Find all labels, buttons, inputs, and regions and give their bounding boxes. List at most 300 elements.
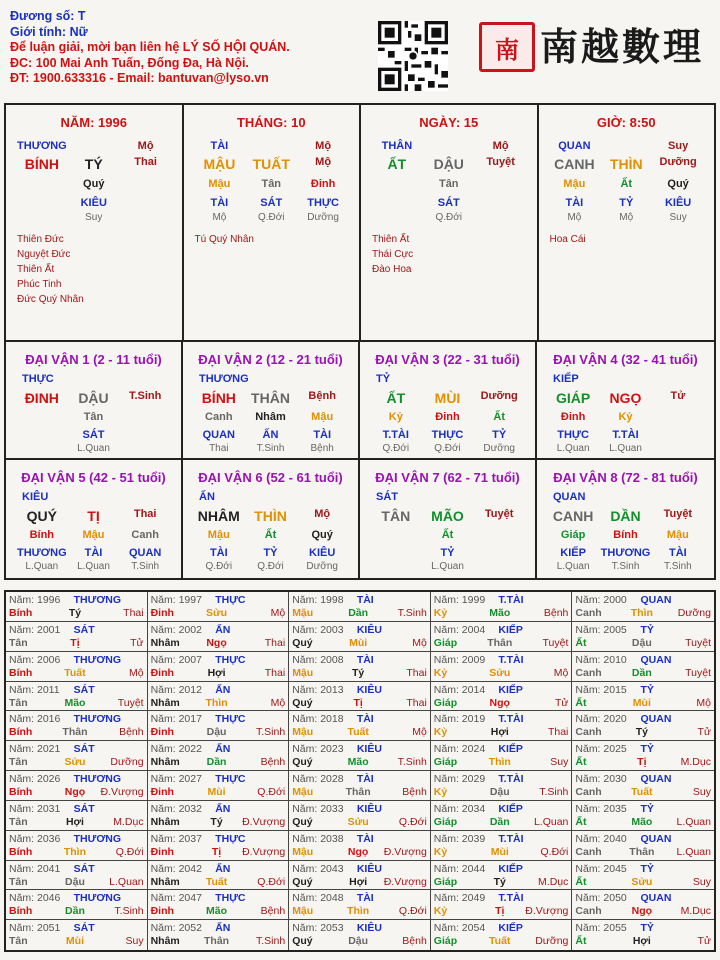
pillar-phase: Dưỡng [659, 156, 697, 168]
daivan-god: KIÊU [22, 491, 49, 503]
daivan-hidden-stems-cell [473, 528, 525, 542]
phone-email-line[interactable]: ĐT: 1900.633316 - Email: bantuvan@lyso.vn [10, 71, 269, 85]
annual-stem: Bính [9, 786, 33, 798]
daivan-hidden-phase-cell [370, 560, 422, 574]
annual-year: Năm: 2010 [575, 653, 627, 666]
daivan-title: ĐẠI VẬN 2 (12 - 21 tuổi) [198, 352, 343, 367]
annual-branch: Mùi [207, 786, 226, 798]
annual-branch: Mùi [632, 696, 651, 709]
annual-header [151, 863, 286, 876]
star-item: Thiên Ất [17, 264, 55, 275]
annual-pillar [292, 637, 427, 650]
annual-god: THƯƠNG [73, 713, 122, 726]
annual-stem: Bính [9, 726, 33, 739]
daivan-phase: Dưỡng [480, 390, 518, 402]
annual-header [292, 743, 427, 756]
hidden-gods [361, 196, 537, 210]
annual-god: THỰC [215, 653, 246, 666]
annual-phase: Suy [692, 786, 711, 798]
daivan-stem: TÂN [381, 508, 411, 524]
annual-branch: Mùi [65, 935, 84, 948]
annual-pillar [151, 876, 286, 889]
annual-stem: Đinh [150, 666, 174, 679]
annual-phase: L.Quan [676, 815, 711, 828]
annual-phase: T.Sinh [539, 786, 569, 798]
annual-phase: M.Dục [538, 875, 569, 888]
annual-pillar [575, 876, 711, 889]
annual-header [151, 743, 286, 756]
annual-god: TÀI [356, 773, 374, 785]
annual-branch: Thìn [347, 905, 370, 918]
star-item: Thiên Đức [17, 234, 64, 245]
annual-stem: Nhâm [150, 636, 180, 649]
annual-stem: Nhâm [150, 696, 180, 709]
daivan-branch: MÙI [434, 390, 461, 406]
annual-cell [289, 652, 431, 682]
annual-header [292, 863, 427, 876]
annual-pillar [9, 816, 144, 829]
daivan-hidden-phase [6, 560, 181, 574]
hidden-gods-cell: TỶ [619, 197, 634, 209]
annual-phase: Bệnh [402, 935, 427, 948]
hidden-gods-cell [475, 196, 527, 210]
daivan-title: ĐẠI VẬN 6 (52 - 61 tuổi) [198, 470, 343, 485]
annual-pillar [151, 846, 286, 859]
annual-stem: Đinh [150, 726, 174, 739]
annual-year: Năm: 2014 [433, 683, 486, 696]
annual-phase: Đ.Vượng [242, 815, 286, 828]
annual-phase: Bệnh [260, 905, 286, 918]
annual-header [434, 773, 569, 786]
hidden-phase-cell: Dưỡng [307, 212, 339, 223]
annual-header [9, 684, 144, 697]
annual-cell [289, 801, 431, 831]
daivan-hidden-gods-cell: THỰC [431, 429, 464, 441]
annual-year: Năm: 2023 [292, 743, 344, 756]
annual-cell [148, 861, 290, 891]
annual-year: Năm: 2013 [292, 683, 344, 696]
annual-phase: L.Quan [109, 875, 144, 888]
annual-stem: Canh [575, 845, 602, 858]
annual-stem: Quý [292, 815, 313, 828]
annual-branch: Thân [629, 845, 655, 858]
annual-phase: Thai [123, 607, 144, 619]
annual-branch: Sửu [489, 666, 511, 679]
annual-cell [431, 861, 573, 891]
daivan-hidden-phase [360, 560, 535, 574]
annual-cell [289, 682, 431, 712]
annual-stem: Kỷ [433, 666, 448, 679]
annual-year: Năm: 2020 [575, 713, 627, 726]
annual-stem: Quý [292, 696, 313, 709]
annual-year: Năm: 2039 [433, 832, 486, 845]
annual-header [151, 624, 286, 637]
annual-pillar [575, 637, 711, 650]
annual-header [575, 743, 711, 756]
daivan-phase: Bệnh [308, 390, 336, 402]
daivan-hidden-gods-cell: KIÊU [309, 547, 336, 559]
daivan-hidden-phase-cell: L.Quan [77, 561, 110, 572]
annual-pillar [434, 607, 569, 620]
hidden-stems [539, 177, 715, 191]
pillar-status: Suy [668, 140, 689, 152]
hidden-gods-cell [16, 196, 68, 210]
annual-stem: Tân [9, 935, 28, 948]
annual-branch: Mão [631, 815, 653, 828]
annual-cell [6, 652, 148, 682]
annual-header [575, 833, 711, 846]
annual-god: ẤN [215, 922, 231, 935]
annual-branch: Tý [635, 726, 648, 739]
daivan-hidden-phase [183, 560, 358, 574]
pillar-god-row [539, 140, 715, 152]
pillar-phase: Thai [134, 156, 157, 168]
pillar-stars [17, 232, 84, 307]
annual-god: KIẾP [498, 802, 523, 815]
hidden-gods-cell [371, 196, 423, 210]
star-item: Phúc Tinh [17, 279, 62, 290]
annual-branch: Thân [345, 786, 371, 798]
annual-cell [431, 741, 573, 771]
annual-phase: Đ.Vượng [525, 905, 569, 918]
annual-god: TỶ [640, 922, 654, 935]
annual-pillar [151, 905, 286, 918]
annual-pillar [9, 667, 144, 680]
daivan-hidden-stems-cell: Nhâm [255, 411, 286, 423]
daivan-hidden-stems-cell: Tân [83, 411, 104, 423]
client-gender: Giới tính: Nữ [10, 24, 88, 39]
annual-phase: Dưỡng [677, 607, 711, 619]
annual-stem: Đinh [150, 845, 174, 858]
annual-phase: Mộ [270, 607, 286, 619]
daivan-hidden-gods-cell: T.TÀI [612, 429, 639, 441]
daivan-hidden-phase-cell: T.Sinh [663, 561, 692, 572]
annual-stem: Giáp [433, 756, 458, 769]
daivan-hidden-gods-cell: TÀI [84, 547, 103, 559]
daivan-stem: QUÝ [26, 508, 57, 524]
daivan-hidden-stems-cell: Ất [264, 529, 277, 541]
annual-header [292, 624, 427, 637]
pillar-god: TÀI [210, 140, 229, 152]
annual-branch: Dậu [65, 875, 85, 888]
pillar-title: GIỜ: 8:50 [596, 115, 656, 130]
annual-cell [431, 890, 573, 920]
annual-header [151, 684, 286, 697]
daivan-hidden-stems-cell [16, 410, 68, 424]
annual-stem: Giáp [433, 636, 458, 649]
annual-pillar [434, 667, 569, 680]
pillar-branch: TÝ [84, 156, 103, 172]
annual-header [434, 863, 569, 876]
annual-god: QUAN [640, 832, 672, 845]
annual-header [575, 863, 711, 876]
daivan-hidden-stems-cell: Kỷ [388, 411, 403, 423]
annual-header [434, 684, 569, 697]
hidden-stems [184, 177, 360, 191]
annual-phase: Đ.Vượng [383, 845, 427, 858]
annual-branch: Dần [489, 815, 510, 828]
annual-pillar [575, 905, 711, 918]
annual-year: Năm: 2040 [575, 832, 627, 845]
pillar-stem: ẤT [387, 156, 407, 172]
annual-stem: Canh [575, 607, 602, 619]
hidden-phase [361, 210, 537, 226]
annual-phase: Suy [125, 935, 144, 948]
daivan-hidden-gods [360, 428, 535, 442]
hidden-phase-cell: Q.Đới [435, 212, 463, 223]
hidden-gods-cell [120, 196, 172, 210]
annual-header [575, 624, 711, 637]
daivan-hidden-gods-cell [370, 546, 422, 560]
daivan-hidden-gods [537, 546, 714, 560]
annual-god: THƯƠNG [73, 773, 122, 785]
annual-cell [148, 801, 290, 831]
hidden-gods-cell: SÁT [260, 197, 283, 209]
pillar-god: QUAN [558, 140, 591, 152]
annual-pillar [151, 637, 286, 650]
annual-year: Năm: 2015 [575, 683, 627, 696]
hidden-phase-cell [16, 210, 68, 226]
annual-phase: Q.Đới [398, 815, 427, 828]
annual-cell [431, 592, 573, 622]
annual-cell [6, 622, 148, 652]
daivan-main-row [183, 390, 358, 406]
annual-year: Năm: 2026 [9, 773, 61, 785]
daivan-hidden-stems [183, 528, 358, 542]
daivan-god: KIẾP [553, 373, 579, 385]
annual-stem: Bính [9, 905, 33, 918]
annual-branch: Tị [211, 845, 222, 858]
annual-header [575, 803, 711, 816]
annual-branch: Dần [65, 905, 85, 918]
daivan-hidden-stems-cell: Canh [131, 529, 159, 541]
annual-pillar [575, 846, 711, 859]
annual-branch: Thìn [63, 845, 87, 858]
daivan-hidden-stems-cell: Đinh [560, 411, 586, 423]
annual-year: Năm: 2035 [575, 802, 627, 815]
annual-phase: Dưỡng [535, 935, 569, 948]
daivan-hidden-phase-cell: T.Sinh [256, 443, 285, 454]
annual-header [292, 892, 427, 905]
annual-header [434, 833, 569, 846]
annual-cell [572, 652, 714, 682]
annual-stem: Giáp [433, 875, 458, 888]
annual-branch: Hợi [207, 666, 226, 679]
daivan-branch: THÌN [254, 508, 287, 524]
pillar-phase: Mộ [315, 156, 332, 168]
annual-stem: Đinh [150, 786, 174, 798]
pillar-0 [6, 105, 184, 340]
pillar-status: Mộ [137, 140, 154, 152]
annual-phase: M.Dục [680, 756, 711, 769]
annual-pillar [434, 726, 569, 739]
annual-phase: Bệnh [543, 607, 569, 619]
annual-header [292, 594, 427, 607]
annual-phase: T.Sinh [114, 905, 144, 918]
daivan-hidden-stems [360, 528, 535, 542]
daivan-branch: DẦN [610, 508, 641, 524]
annual-year: Năm: 2001 [9, 623, 61, 636]
annual-phase: Thai [406, 666, 427, 679]
hidden-stems-cell: Quý [667, 178, 689, 190]
daivan-hidden-gods-cell: TỶ [440, 547, 455, 559]
annual-year: Năm: 2032 [150, 802, 202, 815]
star-item: Tú Quý Nhân [194, 234, 254, 245]
annual-stem: Quý [292, 756, 313, 769]
annual-stem: Bính [9, 845, 33, 858]
annual-year: Năm: 2018 [292, 713, 344, 726]
annual-year: Năm: 2006 [9, 653, 61, 666]
daivan-6 [183, 460, 360, 578]
annual-pillar [292, 726, 427, 739]
annual-cell [289, 622, 431, 652]
annual-header [151, 833, 286, 846]
daivan-hidden-gods [6, 546, 181, 560]
annual-header [292, 833, 427, 846]
annual-pillar [292, 905, 427, 918]
annual-stem: Kỷ [433, 905, 448, 918]
daivan-hidden-stems-cell: Mậu [82, 529, 105, 541]
annual-branch: Tị [495, 905, 505, 918]
daivan-hidden-phase-cell: Thai [209, 443, 229, 454]
annual-god: KIÊU [356, 683, 382, 696]
daivan-hidden-stems-cell: Giáp [560, 529, 586, 541]
daivan-hidden-stems-cell [652, 410, 704, 424]
pillar-main-row [361, 156, 537, 172]
annual-year: Năm: 2025 [575, 743, 627, 756]
daivan-main-row [6, 390, 181, 406]
annual-god: SÁT [73, 922, 95, 935]
annual-header [575, 594, 711, 607]
annual-phase: Đ.Vượng [100, 786, 144, 798]
hidden-gods-cell: TÀI [210, 197, 229, 209]
annual-god: QUAN [640, 892, 672, 905]
annual-phase: Thai [547, 726, 569, 739]
annual-cell [431, 622, 573, 652]
annual-header [575, 654, 711, 667]
daivan-hidden-stems [537, 528, 714, 542]
annual-cell [431, 682, 573, 712]
annual-god: TỶ [640, 623, 654, 636]
pillar-stars [372, 232, 413, 277]
annual-phase: Suy [550, 756, 569, 769]
annual-god: KIÊU [356, 623, 382, 636]
annual-pillar [9, 726, 144, 739]
annual-header [9, 922, 144, 935]
annual-god: SÁT [73, 862, 95, 875]
annual-cell [289, 920, 431, 950]
annual-phase: Tuyệt [685, 666, 711, 679]
annual-cell [572, 771, 714, 801]
daivan-hidden-gods-cell: TỶ [263, 547, 278, 559]
annual-stem: Đinh [150, 905, 174, 918]
pillar-phase: Tuyệt [486, 156, 515, 168]
daivan-2 [183, 342, 360, 460]
annual-pillar [434, 756, 569, 769]
annual-year: Năm: 2042 [150, 862, 202, 875]
annual-cell [572, 890, 714, 920]
daivan-god: THỰC [22, 373, 54, 385]
annual-cell [431, 711, 573, 741]
daivan-7 [360, 460, 537, 578]
daivan-hidden-phase [183, 442, 358, 456]
annual-year: Năm: 2048 [292, 892, 344, 905]
annual-stem: Ất [575, 696, 587, 709]
daivan-hidden-phase-cell: Q.Đới [257, 561, 284, 572]
daivan-stem: ẤT [386, 390, 406, 406]
pillar-status: Mộ [315, 140, 332, 152]
daivan-main-row [537, 508, 714, 524]
daivan-phase: Tuyệt [484, 508, 514, 520]
qr-code-icon[interactable] [378, 21, 448, 91]
annual-header [434, 922, 569, 935]
daivan-hidden-stems-cell: Ất [493, 411, 505, 423]
annual-cell [148, 831, 290, 861]
daivan-hidden-gods [360, 546, 535, 560]
annual-god: T.TÀI [498, 653, 524, 666]
annual-stem: Canh [575, 905, 602, 918]
four-pillars [4, 103, 716, 342]
annual-branch: Hợi [349, 875, 368, 888]
annual-header [434, 713, 569, 726]
annual-year: Năm: 2051 [9, 922, 61, 935]
annual-pillar [151, 786, 286, 799]
annual-pillar [151, 756, 286, 769]
star-item: Thái Cực [372, 249, 414, 260]
hidden-phase-cell: Mộ [567, 212, 582, 223]
daivan-stem: BÍNH [201, 390, 236, 406]
annual-phase: Bệnh [260, 756, 286, 769]
daivan-hidden-phase-cell: Q.Đới [434, 443, 461, 454]
hidden-stems-cell: Ất [620, 178, 633, 190]
annual-phase: T.Sinh [397, 756, 427, 769]
annual-pillar [575, 756, 711, 769]
annual-header [575, 892, 711, 905]
annual-branch: Hợi [632, 935, 651, 948]
annual-branch: Dần [206, 756, 227, 769]
annual-branch: Tý [493, 875, 506, 888]
annual-stem: Mậu [292, 726, 314, 739]
daivan-hidden-gods-cell: THỰC [557, 429, 589, 441]
annual-phase: Tuyệt [685, 636, 711, 649]
daivan-hidden-stems-cell [119, 410, 171, 424]
annual-phase: L.Quan [533, 815, 569, 828]
annual-stem: Tân [9, 815, 28, 828]
annual-cell [572, 831, 714, 861]
annual-year: Năm: 2044 [433, 862, 486, 875]
annual-stem: Ất [575, 815, 587, 828]
daivan-hidden-stems-cell: Quý [311, 529, 333, 541]
annual-branch: Mão [489, 607, 511, 619]
daivan-hidden-gods-cell [16, 428, 68, 442]
daivan-hidden-phase-cell [652, 442, 704, 456]
annual-god: TÀI [356, 832, 374, 845]
annual-year: Năm: 2022 [150, 743, 202, 756]
daivan-hidden-stems-cell: Bính [29, 529, 55, 541]
annual-phase: Đ.Vượng [242, 845, 286, 858]
address-line: ĐC: 100 Mai Anh Tuấn, Đống Đa, Hà Nội. [10, 55, 249, 70]
daivan-hidden-phase [6, 442, 181, 456]
daivan-hidden-phase [537, 442, 714, 456]
annual-god: ẤN [215, 623, 231, 636]
annual-branch: Sửu [347, 815, 369, 828]
daivan-hidden-gods-cell: QUAN [128, 547, 162, 559]
annual-cell [6, 771, 148, 801]
annual-phase: T.Sinh [397, 607, 427, 619]
annual-pillar [9, 607, 144, 620]
daivan-title: ĐẠI VẬN 1 (2 - 11 tuổi) [25, 352, 162, 367]
annual-branch: Ngọ [347, 845, 369, 858]
